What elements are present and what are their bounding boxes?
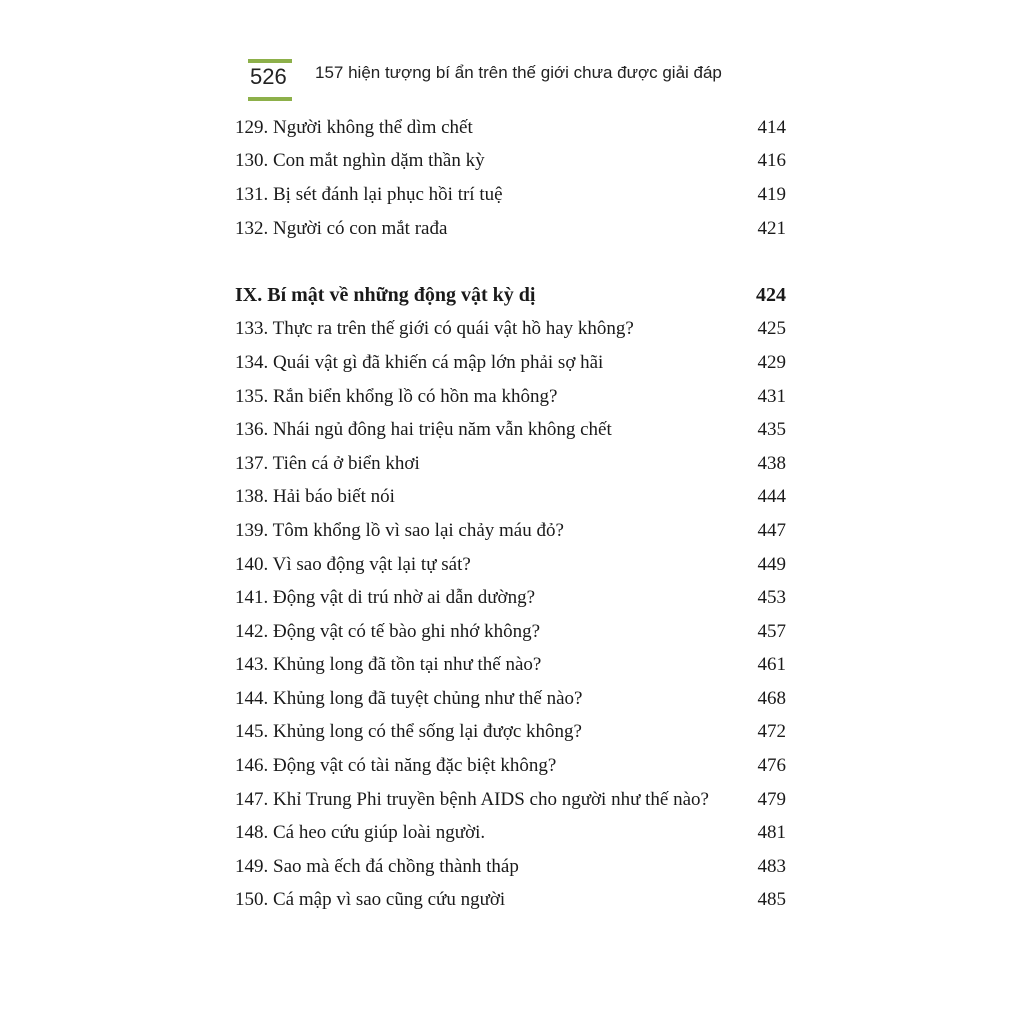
toc-entry (235, 649, 786, 683)
entry-page: 444 (757, 486, 786, 508)
entry-title: 136. Nhái ngủ đông hai triệu năm vẫn không chết (235, 419, 612, 441)
entry-page: 416 (757, 150, 786, 172)
entry-page: 472 (757, 721, 786, 743)
entry-title: 132. Người có con mắt rađa (235, 217, 448, 239)
header-rule-top (248, 59, 292, 63)
entry-page: 485 (757, 889, 786, 911)
toc-entry (235, 212, 786, 246)
entry-page: 435 (757, 419, 786, 441)
entry-title: 145. Khủng long có thể sống lại được không? (235, 721, 582, 743)
entry-title: 150. Cá mập vì sao cũng cứu người (235, 889, 506, 911)
toc-entry (235, 111, 786, 145)
entry-page: 481 (757, 822, 786, 844)
entry-title: 147. Khỉ Trung Phi truyền bệnh AIDS cho người như thế nào? (235, 788, 709, 810)
entry-page: 429 (757, 351, 786, 373)
toc-entry (235, 481, 786, 515)
entry-title: 135. Rắn biển khổng lồ có hồn ma không? (235, 385, 558, 407)
entry-title: 134. Quái vật gì đã khiến cá mập lớn phải sợ hãi (235, 351, 604, 373)
toc-entry (235, 615, 786, 649)
entry-title: 148. Cá heo cứu giúp loài người. (235, 822, 486, 844)
toc-entry (235, 313, 786, 347)
page-number: 526 (250, 64, 287, 89)
entry-title: 130. Con mắt nghìn dặm thần kỳ (235, 150, 485, 172)
toc-entry (235, 514, 786, 548)
entry-page: 431 (757, 385, 786, 407)
entry-page: 424 (756, 284, 786, 307)
entry-page: 453 (757, 587, 786, 609)
toc-entry (235, 749, 786, 783)
toc-entry (235, 346, 786, 380)
entry-page: 457 (757, 620, 786, 642)
entry-title: 133. Thực ra trên thế giới có quái vật hồ hay không? (235, 318, 634, 340)
toc-entry (235, 447, 786, 481)
entry-title: 144. Khủng long đã tuyệt chủng như thế nào? (235, 687, 583, 709)
entry-page: 468 (757, 687, 786, 709)
entry-page: 449 (757, 553, 786, 575)
entry-title: 131. Bị sét đánh lại phục hồi trí tuệ (235, 183, 503, 205)
toc-entry (235, 816, 786, 850)
entry-title: 142. Động vật có tế bào ghi nhớ không? (235, 620, 541, 642)
header-rule-bottom (248, 97, 292, 101)
toc-entry (235, 413, 786, 447)
entry-page: 414 (757, 116, 786, 138)
entry-page: 483 (757, 855, 786, 877)
toc-entry (235, 850, 786, 884)
entry-page: 421 (757, 217, 786, 239)
toc-entry (235, 581, 786, 615)
entry-title: 139. Tôm khổng lồ vì sao lại chảy máu đỏ? (235, 519, 564, 541)
entry-title: 129. Người không thể dìm chết (235, 116, 473, 138)
entry-page: 479 (757, 788, 786, 810)
entry-title: 137. Tiên cá ở biển khơi (235, 452, 420, 474)
toc-entry (235, 145, 786, 179)
toc-entry (235, 178, 786, 212)
entry-title: IX. Bí mật về những động vật kỳ dị (235, 284, 536, 307)
toc-entry (235, 884, 786, 918)
table-of-contents (235, 111, 786, 917)
entry-title: 146. Động vật có tài năng đặc biệt không? (235, 755, 557, 777)
entry-page: 419 (757, 183, 786, 205)
entry-title: 143. Khủng long đã tồn tại như thế nào? (235, 654, 542, 676)
running-title: 157 hiện tượng bí ẩn trên thế giới chưa được giải đáp (315, 63, 722, 82)
entry-page: 447 (757, 519, 786, 541)
toc-entry (235, 783, 786, 817)
toc-entry (235, 548, 786, 582)
toc-entry (235, 716, 786, 750)
entry-page: 461 (757, 654, 786, 676)
entry-title: 140. Vì sao động vật lại tự sát? (235, 553, 471, 575)
entry-title: 149. Sao mà ếch đá chồng thành tháp (235, 855, 519, 877)
section-heading (235, 279, 786, 313)
entry-title: 141. Động vật di trú nhờ ai dẫn dường? (235, 587, 536, 609)
entry-page: 476 (757, 755, 786, 777)
toc-entry (235, 380, 786, 414)
toc-entry (235, 682, 786, 716)
entry-page: 438 (757, 452, 786, 474)
entry-page: 425 (757, 318, 786, 340)
entry-title: 138. Hải báo biết nói (235, 486, 395, 508)
